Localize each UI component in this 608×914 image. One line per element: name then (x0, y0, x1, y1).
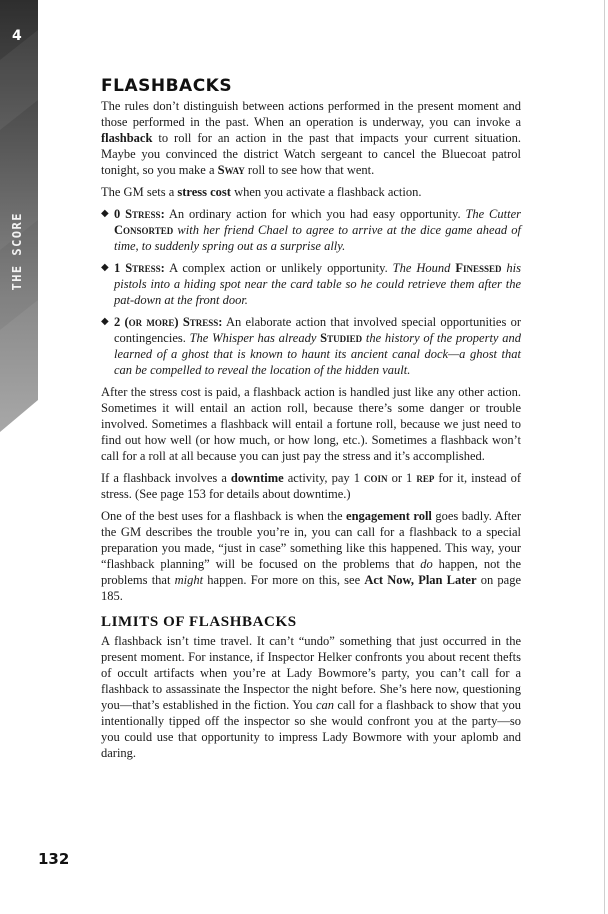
paragraph-limits: A flashback isn’t time travel. It can’t “undo” something that just occurred in the present moment. For instance, if Inspector Helker confronts you about recent thefts of occult artifacts when you’re at Lady Bowmore’s party, you can’t call for a flashback to assassinate the Inspector the night before. She’s here now, questioning you—that’s established in the fiction. You can call for a flashback to show that you intentionally tipped off the inspector so she would confront you at the party—so you could use that opportunity to impress Lady Bowmore with your aplomb and daring. (101, 634, 521, 760)
paragraph-after-stress: After the stress cost is paid, a flashback action is handled just like any other action. Sometimes it will entail an action roll, because there’s some danger or trouble involved. Sometimes a flashback will entail a fortune roll, because we just need to find out how well (or how much, or how long, etc.). Sometimes a flashback won’t call for a roll at all because you can just pay the stress and it’s accomplished. (101, 385, 521, 463)
paragraph-intro: The rules don’t distinguish between actions performed in the present moment and those performed in the past. When an operation is underway, you can invoke a flashback to roll for an action in the past that impacts your current situation. Maybe you convinced the district Watch sergeant to cancel the Bluecoat patrol tonight, so you make a Sway roll to see how that went. (101, 99, 521, 177)
section-heading-limits: LIMITS OF FLASHBACKS (101, 614, 297, 630)
page-number: 132 (38, 850, 70, 868)
chapter-title: THE SCORE (10, 212, 24, 291)
bullet-1-stress: ◆ 1 Stress: A complex action or unlikely opportunity. The Hound Finessed his pistols into a hiding spot near the card table so he could retrieve them after the pat-down at the front door. (101, 261, 521, 307)
paragraph-stress-cost: The GM sets a stress cost when you activate a flashback action. (101, 185, 422, 199)
section-heading-flashbacks: FLASHBACKS (101, 76, 233, 96)
diamond-bullet-icon: ◆ (101, 316, 109, 327)
diamond-bullet-icon: ◆ (101, 262, 109, 273)
paragraph-downtime: If a flashback involves a downtime activity, pay 1 coin or 1 rep for it, instead of stress. (See page 153 for details about downtime.) (101, 471, 521, 501)
page-content (101, 76, 521, 767)
diamond-bullet-icon: ◆ (101, 208, 109, 219)
chapter-side-tab (0, 0, 40, 435)
page-edge-line (604, 0, 605, 914)
chapter-number: 4 (12, 28, 22, 44)
bullet-0-stress: ◆ 0 Stress: An ordinary action for which you had easy opportunity. The Cutter Consorted with her friend Chael to agree to arrive at the dice game ahead of time, to suddenly spring out as a surprise ally. (101, 207, 521, 253)
bullet-2-stress: ◆ 2 (or more) Stress: An elaborate action that involved special opportunities or contingencies. The Whisper has already Studied the history of the property and learned of a ghost that is known to haunt its ancient canal dock—a ghost that can be compelled to reveal the location of the hidden vault. (101, 315, 521, 377)
paragraph-engagement: One of the best uses for a flashback is when the engagement roll goes badly. After the GM describes the trouble you’re in, you can call for a flashback to a special preparation you made, “just in case” something like this happened. This way, your “flashback planning” will be focused on the problems that do happen, not the problems that might happen. For more on this, see Act Now, Plan Later on page 185. (101, 509, 522, 603)
